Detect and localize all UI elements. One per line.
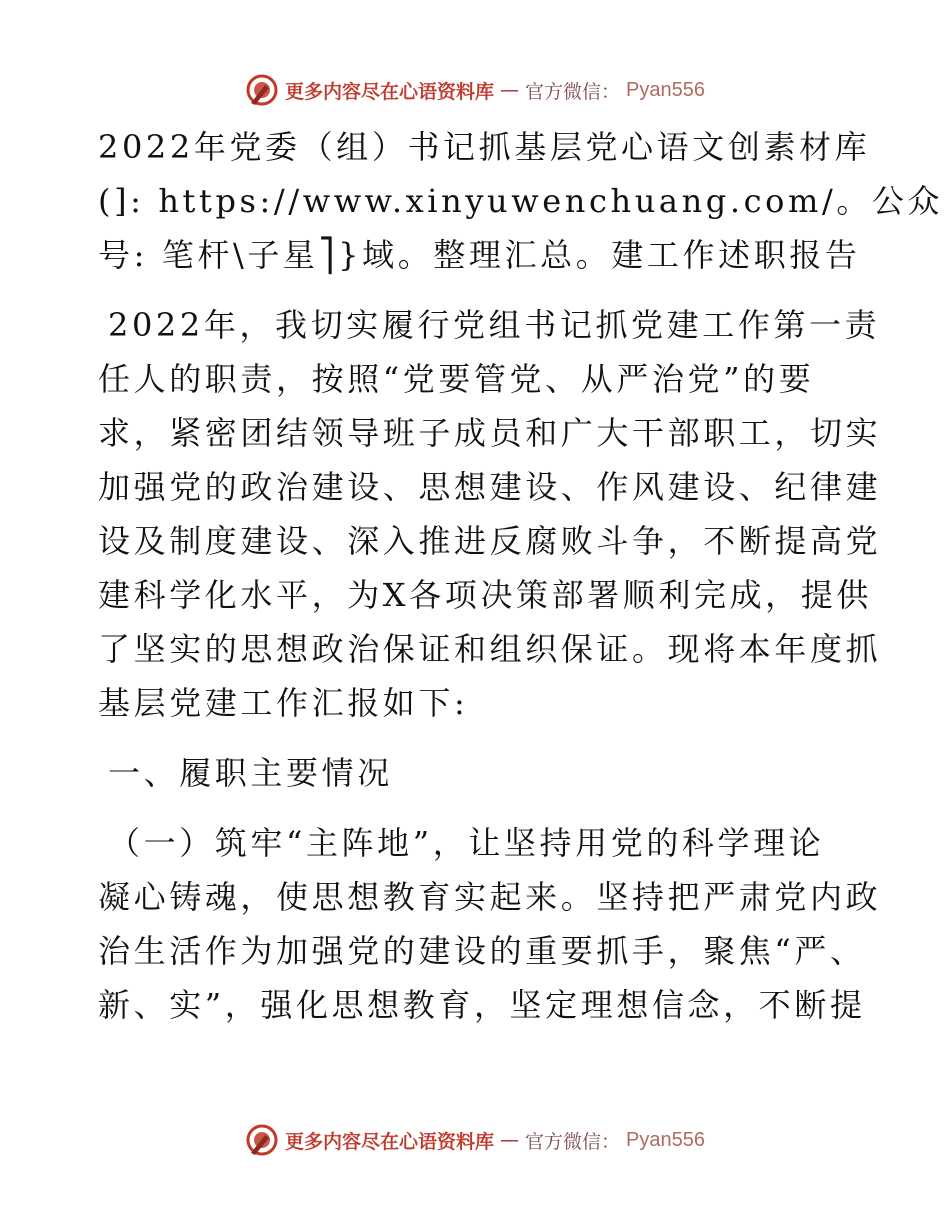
intro-line-2: 任人的职责，按照“党要管党、从严治党”的要: [98, 360, 815, 398]
footer-watermark-banner: [0, 1120, 950, 1160]
red-pen-circle-icon: [245, 73, 279, 107]
subsection-line-1: （一）筑牢“主阵地”，让坚持用党的科学理论: [108, 824, 825, 862]
title-line-2: (]: https://www.xinyuwenchuang.com/。公众: [98, 182, 944, 220]
watermark-main-text: 更多内容尽在心语资料库: [285, 80, 495, 103]
intro-line-7: 了坚实的思想政治保证和组织保证。现将本年度抓: [98, 630, 882, 668]
watermark-official-label: 官方微信：: [525, 1130, 621, 1153]
intro-line-4: 加强党的政治建设、思想建设、作风建设、纪律建: [98, 468, 882, 506]
subsection-line-3: 治生活作为加强党的建设的重要抓手，聚焦“严、: [98, 932, 866, 970]
intro-line-3: 求，紧密团结领导班子成员和广大干部职工，切实: [98, 414, 882, 452]
intro-line-1: 2022年，我切实履行党组书记抓党建工作第一责: [108, 306, 881, 344]
subsection-line-2: 凝心铸魂，使思想教育实起来。坚持把严肃党内政: [98, 878, 882, 916]
section-heading: 一、履职主要情况: [108, 754, 393, 792]
watermark-main-text: 更多内容尽在心语资料库: [285, 1130, 495, 1153]
red-pen-circle-icon: [245, 1123, 279, 1157]
watermark-wechat-id: Pyan556: [626, 78, 705, 101]
watermark-official-label: 官方微信：: [525, 80, 621, 103]
document-body: [98, 120, 944, 1032]
watermark-dash: —: [500, 1129, 520, 1151]
intro-line-8: 基层党建工作汇报如下:: [98, 684, 469, 722]
watermark-dash: —: [500, 79, 520, 101]
watermark-wechat-id: Pyan556: [626, 1128, 705, 1151]
intro-line-5: 设及制度建设、深入推进反腐败斗争，不断提高党: [98, 522, 882, 560]
title-line-1: 2022年党委（组）书记抓基层党心语文创素材库: [98, 128, 871, 166]
intro-line-6: 建科学化水平，为X各项决策部署顺利完成，提供: [98, 576, 872, 614]
subsection-line-4: 新、实”，强化思想教育，坚定理想信念，不断提: [98, 986, 866, 1024]
header-watermark-banner: [0, 70, 950, 110]
title-line-3: 号: 笔杆\子星⎤}域。整理汇总。建工作述职报告: [98, 236, 861, 274]
